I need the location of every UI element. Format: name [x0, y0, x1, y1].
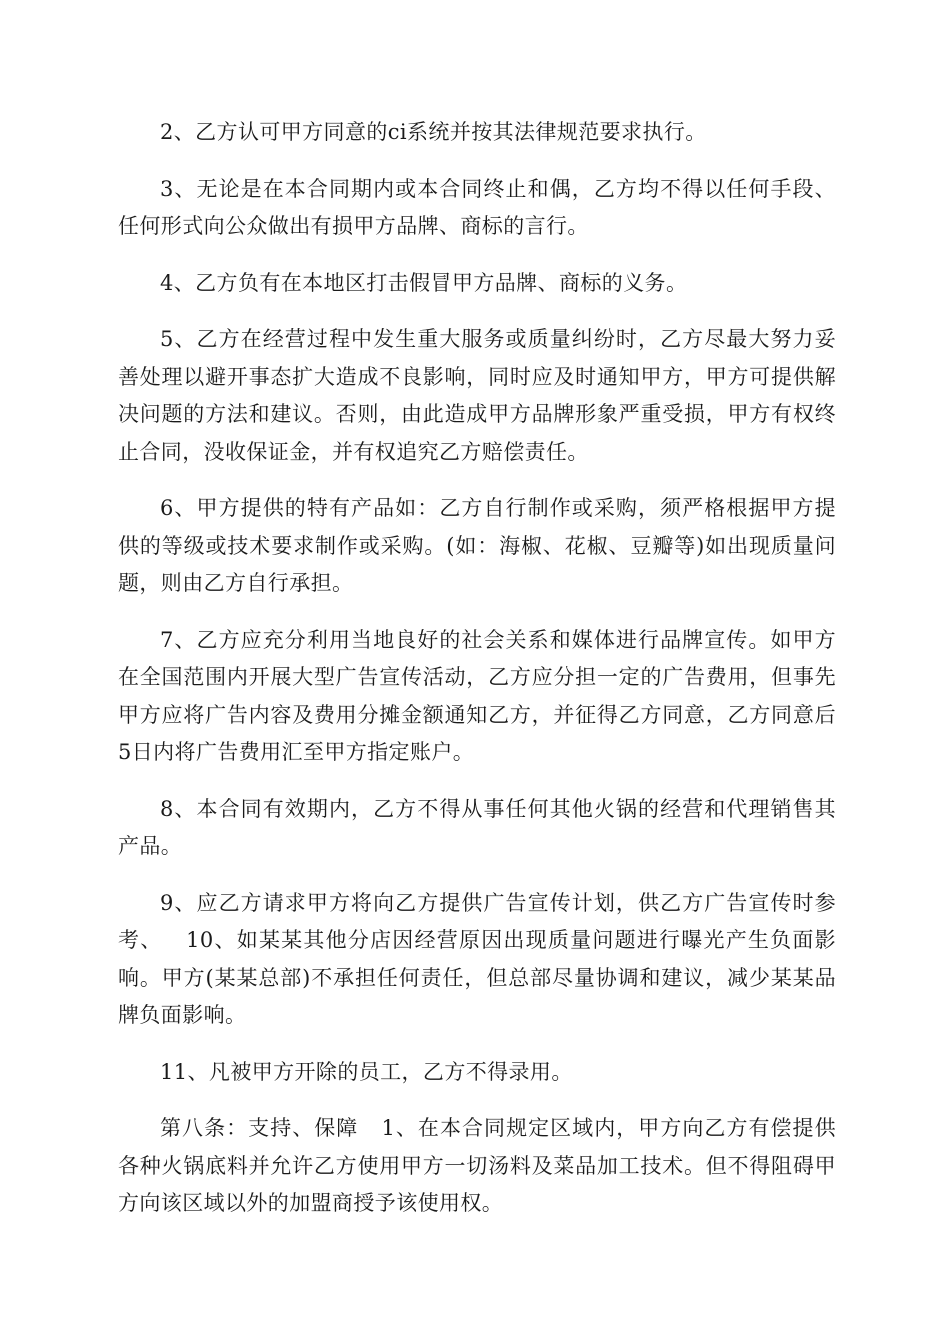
- clause-8-paragraph: 8、本合同有效期内，乙方不得从事任何其他火锅的经营和代理销售其产品。: [118, 796, 836, 858]
- article-8-paragraph: 第八条：支持、保障 1、在本合同规定区域内，甲方向乙方有偿提供各种火锅底料并允许乙方使用甲方一切汤料及菜品加工技术。但不得阻碍甲方向该区域以外的加盟商授予该使用权。: [118, 1116, 836, 1215]
- document-body: [118, 114, 836, 1242]
- clause-7-paragraph: 7、乙方应充分利用当地良好的社会关系和媒体进行品牌宣传。如甲方在全国范围内开展大型广告宣传活动，乙方应分担一定的广告费用，但事先甲方应将广告内容及费用分摊金额通知乙方，并征得乙方同意，乙方同意后5日内将广告费用汇至甲方指定账户。: [118, 627, 836, 764]
- clause-5-paragraph: 5、乙方在经营过程中发生重大服务或质量纠纷时，乙方尽最大努力妥善处理以避开事态扩大造成不良影响，同时应及时通知甲方，甲方可提供解决问题的方法和建议。否则，由此造成甲方品牌形象严重受损，甲方有权终止合同，没收保证金，并有权追究乙方赔偿责任。: [118, 327, 836, 464]
- clause-11-paragraph: 11、凡被甲方开除的员工，乙方不得录用。: [160, 1059, 573, 1084]
- clause-3-paragraph: 3、无论是在本合同期内或本合同终止和偶，乙方均不得以任何手段、任何形式向公众做出有损甲方品牌、商标的言行。: [118, 176, 836, 238]
- clause-6-paragraph: 6、甲方提供的特有产品如：乙方自行制作或采购，须严格根据甲方提供的等级或技术要求制作或采购。(如：海椒、花椒、豆瓣等)如出现质量问题，则由乙方自行承担。: [118, 496, 836, 595]
- clause-9-10-paragraph: 9、应乙方请求甲方将向乙方提供广告宣传计划，供乙方广告宣传时参考、 10、如某某其他分店因经营原因出现质量问题进行曝光产生负面影响。甲方(某某总部)不承担任何责任，但总部尽量协调和建议，减少某某品牌负面影响。: [118, 890, 836, 1027]
- clause-2-paragraph: 2、乙方认可甲方同意的ci系统并按其法律规范要求执行。: [160, 120, 707, 144]
- clause-4-paragraph: 4、乙方负有在本地区打击假冒甲方品牌、商标的义务。: [160, 270, 688, 295]
